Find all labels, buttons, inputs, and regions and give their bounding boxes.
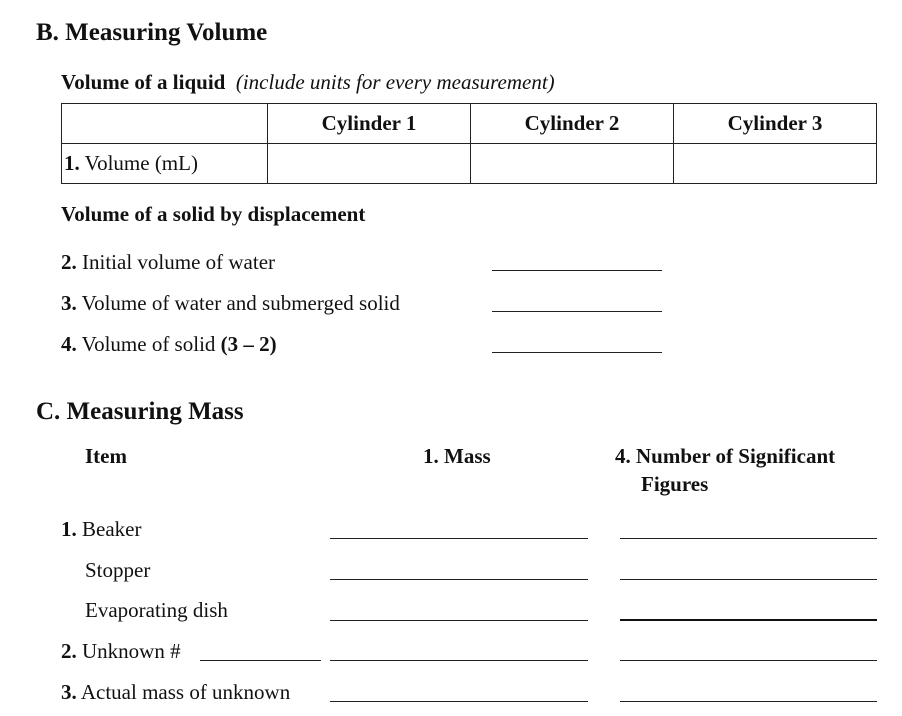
unknown-number-label <box>61 639 181 664</box>
header-cylinder-1: Cylinder 1 <box>268 104 471 144</box>
item-text: Volume of solid <box>76 332 221 356</box>
stopper-label: Stopper <box>85 558 151 582</box>
row-number: 1. <box>64 151 80 175</box>
item-number: 1. <box>61 517 77 541</box>
evaporating-dish-sigfig-line[interactable] <box>620 619 877 621</box>
section-c-title: C. Measuring Mass <box>36 398 244 425</box>
item-text: Beaker <box>76 517 142 541</box>
header-cylinder-3: Cylinder 3 <box>674 104 877 144</box>
solid-volume-heading: Volume of a solid by displacement <box>61 202 366 226</box>
item-number: 2. <box>61 250 77 274</box>
col-header-item: Item <box>85 444 127 468</box>
cylinder-1-volume-cell[interactable] <box>268 144 471 184</box>
item-text: Initial volume of water <box>76 250 276 274</box>
item-text: Actual mass of unknown <box>76 680 291 704</box>
water-and-solid-answer-line[interactable] <box>492 311 662 312</box>
liquid-heading-text: Volume of a liquid <box>61 70 226 94</box>
unknown-number-line[interactable] <box>200 660 321 661</box>
actual-mass-label <box>61 680 290 705</box>
stopper-sigfig-line[interactable] <box>620 579 877 580</box>
item-number: 3. <box>61 680 77 704</box>
solid-volume-answer-line[interactable] <box>492 352 662 353</box>
unknown-mass-line[interactable] <box>330 660 588 661</box>
item-text: Volume of water and submerged solid <box>76 291 400 315</box>
item-text: Unknown # <box>76 639 181 663</box>
item-number: 2. <box>61 639 77 663</box>
col-header-sigfigs-line2: Figures <box>641 472 709 496</box>
beaker-sigfig-line[interactable] <box>620 538 877 539</box>
cylinder-3-volume-cell[interactable] <box>674 144 877 184</box>
solid-volume-item <box>61 332 277 357</box>
evaporating-dish-label: Evaporating dish <box>85 598 228 622</box>
col-header-sigfigs-line1: 4. Number of Significant <box>615 444 836 468</box>
volume-row-label <box>62 144 268 184</box>
beaker-mass-line[interactable] <box>330 538 588 539</box>
table-header-row <box>62 104 877 144</box>
item-number: 4. <box>61 332 77 356</box>
header-blank-cell <box>62 104 268 144</box>
stopper-mass-line[interactable] <box>330 579 588 580</box>
cylinder-2-volume-cell[interactable] <box>471 144 674 184</box>
table-row <box>62 144 877 184</box>
header-cylinder-2: Cylinder 2 <box>471 104 674 144</box>
col-header-mass: 1. Mass <box>423 444 491 468</box>
evaporating-dish-mass-line[interactable] <box>330 620 588 621</box>
formula-text: (3 – 2) <box>220 332 277 356</box>
row-label-text: Volume (mL) <box>79 151 198 175</box>
water-and-solid-item <box>61 291 400 316</box>
section-b-title: B. Measuring Volume <box>36 19 268 46</box>
item-number: 3. <box>61 291 77 315</box>
liquid-volume-heading <box>61 70 555 95</box>
actual-mass-sigfig-line[interactable] <box>620 701 877 702</box>
initial-water-item <box>61 250 275 275</box>
actual-mass-line[interactable] <box>330 701 588 702</box>
beaker-label <box>61 517 141 542</box>
units-note: (include units for every measurement) <box>235 70 555 94</box>
unknown-sigfig-line[interactable] <box>620 660 877 661</box>
liquid-volume-table <box>61 103 877 184</box>
initial-water-answer-line[interactable] <box>492 270 662 271</box>
